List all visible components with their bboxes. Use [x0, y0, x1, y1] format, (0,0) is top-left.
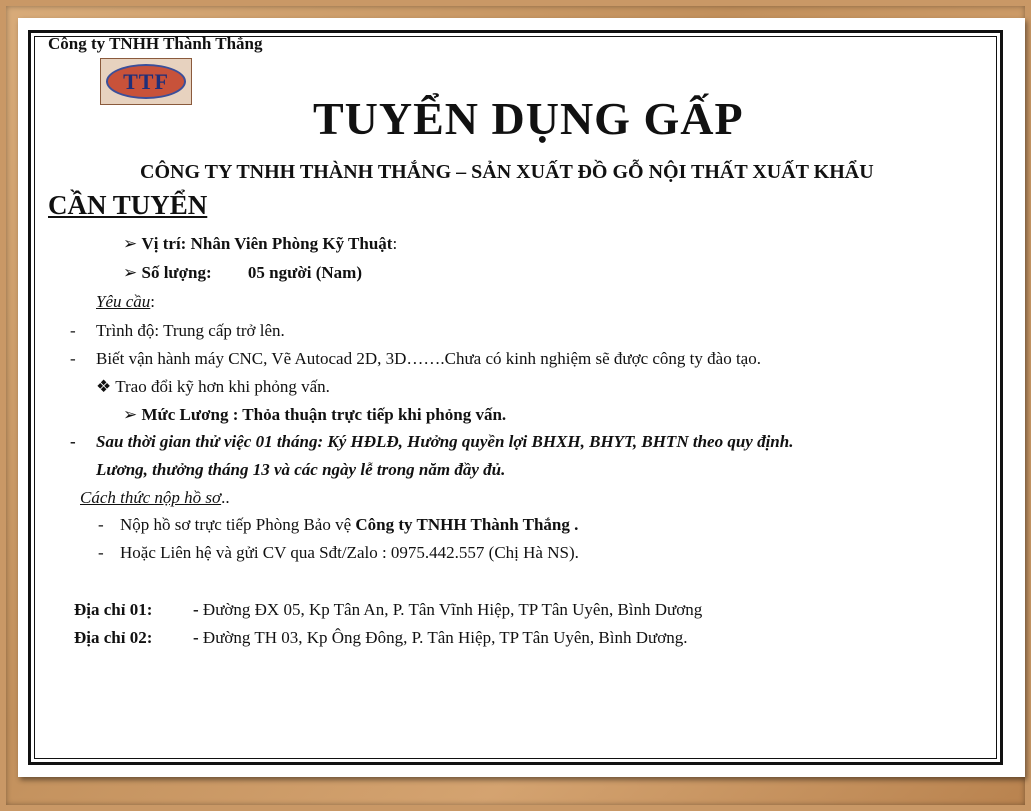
wooden-frame [6, 6, 1025, 805]
logo-emblem: TTF [106, 64, 186, 99]
page-title: TUYỂN DỤNG GẤP [313, 93, 744, 144]
apply-heading-suffix: .. [221, 488, 230, 507]
address-2-row [193, 628, 687, 648]
requirement-item: Trình độ: Trung cấp trở lên. [96, 321, 285, 340]
apply-heading: Cách thức nộp hồ sơ [80, 488, 222, 507]
quantity-row [123, 263, 362, 283]
diamond-bullet-icon: ❖ [96, 377, 112, 396]
salary-row [123, 405, 506, 425]
poster-paper [18, 18, 1025, 777]
dash-bullet: - [98, 515, 104, 534]
dash-bullet: - [193, 600, 199, 619]
position-suffix: : [392, 234, 398, 253]
address-1-label: Địa chỉ 01: [74, 600, 153, 619]
section-title: CẦN TUYỂN [48, 190, 208, 220]
address-1-value: Đường ĐX 05, Kp Tân An, P. Tân Vĩnh Hiệp, TP Tân Uyên, Bình Dương [202, 600, 703, 619]
apply-item-1 [120, 515, 578, 535]
interview-note-row [96, 377, 330, 397]
company-name-top: Công ty TNHH Thành Thắng [48, 34, 263, 53]
company-logo [100, 58, 192, 105]
address-2-label: Địa chỉ 02: [74, 628, 153, 647]
salary-value: : Thỏa thuận trực tiếp khi phỏng vấn. [228, 405, 507, 424]
benefits-line-2: Lương, thưởng tháng 13 và các ngày lễ trong năm đầy đủ. [96, 460, 506, 479]
salary-label: Mức Lương [141, 405, 229, 424]
quantity-label: Số lượng: [141, 263, 212, 282]
requirements-heading-suffix: : [150, 292, 156, 311]
arrow-bullet-icon: ➢ [123, 405, 138, 424]
interview-note: Trao đổi kỹ hơn khi phỏng vấn. [115, 377, 330, 396]
apply-item-1-company: Công ty TNHH Thành Thắng . [355, 515, 579, 534]
apply-item-1-prefix: Nộp hồ sơ trực tiếp Phòng Bảo vệ [120, 515, 356, 534]
address-2-value: Đường TH 03, Kp Ông Đông, P. Tân Hiệp, TP Tân Uyên, Bình Dương. [202, 628, 688, 647]
dash-bullet: - [70, 321, 76, 340]
requirement-item: Biết vận hành máy CNC, Vẽ Autocad 2D, 3D…….Chưa có kinh nghiệm sẽ được công ty đào tạo. [96, 349, 761, 368]
dash-bullet: - [70, 432, 76, 451]
dash-bullet: - [70, 349, 76, 368]
arrow-bullet-icon: ➢ [123, 234, 138, 253]
address-1-row [193, 600, 702, 620]
dash-bullet: - [98, 543, 104, 562]
apply-heading-row [80, 488, 230, 508]
position-row [123, 234, 397, 254]
benefits-line-1: Sau thời gian thử việc 01 tháng: Ký HĐLĐ, Hưởng quyền lợi BHXH, BHYT, BHTN theo quy định. [96, 432, 794, 451]
arrow-bullet-icon: ➢ [123, 263, 138, 282]
company-subtitle: CÔNG TY TNHH THÀNH THẮNG – SẢN XUẤT ĐỒ GỖ NỘI THẤT XUẤT KHẨU [140, 161, 874, 183]
apply-item-2: Hoặc Liên hệ và gửi CV qua Sđt/Zalo : 0975.442.557 (Chị Hà NS). [120, 543, 579, 562]
position-label: Vị trí: Nhân Viên Phòng Kỹ Thuật [141, 234, 393, 253]
quantity-value: 05 người (Nam) [247, 263, 362, 282]
dash-bullet: - [193, 628, 199, 647]
requirements-heading-row [96, 292, 155, 312]
requirements-heading: Yêu cầu [96, 292, 151, 311]
